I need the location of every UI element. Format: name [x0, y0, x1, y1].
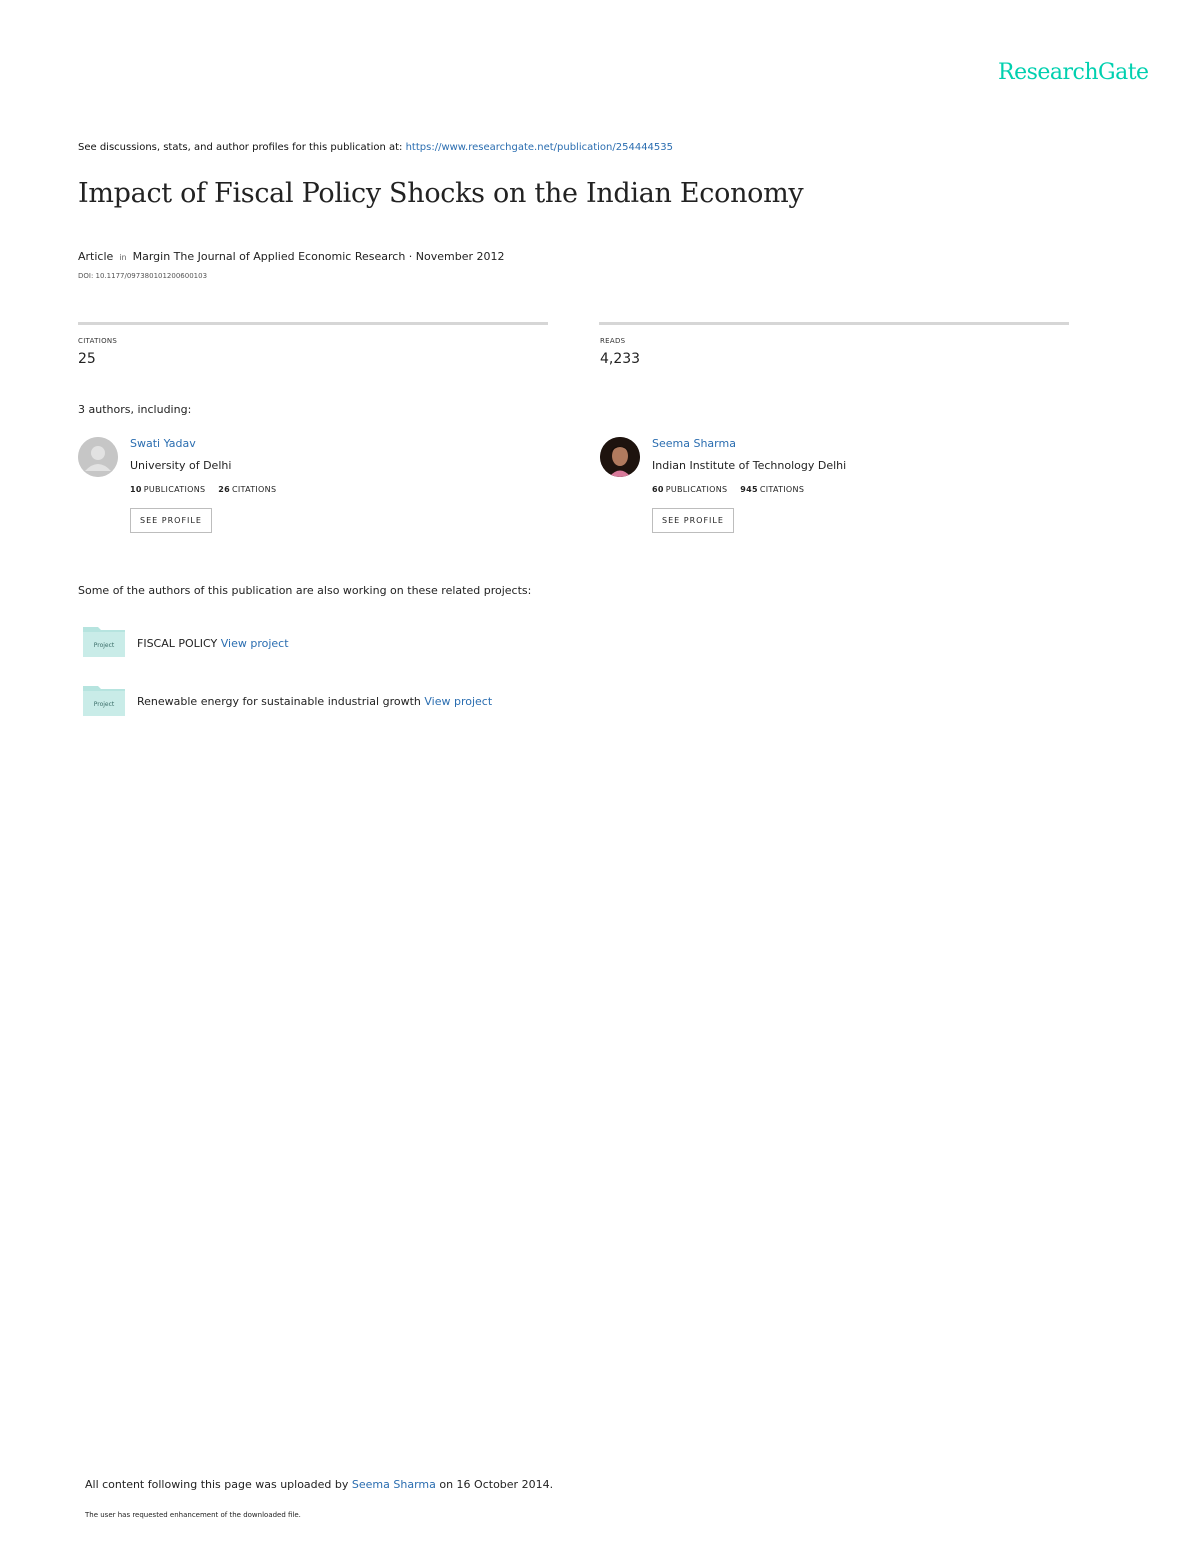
citations-count: 945 [740, 485, 758, 494]
citations-stat-label: CITATIONS [231, 485, 277, 494]
default-avatar-icon[interactable] [78, 437, 118, 477]
author-institution: University of Delhi [130, 459, 232, 472]
citations-stat-label: CITATIONS [759, 485, 805, 494]
related-projects-heading: Some of the authors of this publication are also working on these related projects: [78, 584, 532, 597]
project-row [137, 637, 289, 650]
see-discussions-text: See discussions, stats, and author profiles for this publication at: [78, 142, 403, 153]
uploader-link[interactable]: Seema Sharma [351, 1478, 436, 1491]
author-institution: Indian Institute of Technology Delhi [652, 459, 847, 472]
project-name: FISCAL POLICY [137, 637, 218, 650]
publications-count: 60 [652, 485, 664, 494]
project-name: Renewable energy for sustainable industrial growth [137, 695, 421, 708]
citations-divider [78, 322, 548, 325]
authors-heading: 3 authors, including: [78, 403, 192, 416]
author-stats [652, 485, 804, 494]
view-project-link[interactable]: View project [220, 637, 289, 650]
publication-url-link[interactable]: https://www.researchgate.net/publication/254444535 [405, 142, 674, 153]
project-row [137, 695, 492, 708]
reads-divider [599, 322, 1069, 325]
project-icon-label: Project [93, 642, 115, 649]
project-icon-label: Project [93, 701, 115, 708]
see-profile-button[interactable]: SEE PROFILE [130, 508, 212, 533]
publication-type: Article [78, 250, 114, 263]
publications-label: PUBLICATIONS [665, 485, 728, 494]
researchgate-logo[interactable]: ResearchGate [998, 60, 1149, 85]
uploaded-suffix: on 16 October 2014. [439, 1478, 554, 1491]
citations-value: 25 [78, 351, 96, 367]
author-photo[interactable] [600, 437, 640, 477]
publication-title: Impact of Fiscal Policy Shocks on the Indian Economy [78, 178, 804, 209]
publications-label: PUBLICATIONS [143, 485, 206, 494]
author-name-link[interactable]: Swati Yadav [130, 437, 196, 450]
publication-doi: DOI: 10.1177/097380101200600103 [78, 272, 208, 280]
see-discussions-line [78, 142, 673, 153]
download-note: The user has requested enhancement of the downloaded file. [85, 1511, 301, 1519]
reads-label: READS [600, 337, 626, 345]
project-folder-icon [82, 624, 126, 658]
citations-count: 26 [218, 485, 230, 494]
journal-and-date: Margin The Journal of Applied Economic Research · November 2012 [132, 250, 505, 263]
author-stats [130, 485, 276, 494]
publications-count: 10 [130, 485, 142, 494]
author-name-link[interactable]: Seema Sharma [652, 437, 736, 450]
project-folder-icon [82, 683, 126, 717]
uploaded-by-line [85, 1478, 553, 1491]
uploaded-prefix: All content following this page was uploaded by [85, 1478, 349, 1491]
see-profile-button[interactable]: SEE PROFILE [652, 508, 734, 533]
publication-meta [78, 250, 505, 263]
in-label: in [119, 253, 127, 262]
view-project-link[interactable]: View project [424, 695, 493, 708]
citations-label: CITATIONS [78, 337, 118, 345]
reads-value: 4,233 [600, 351, 641, 367]
